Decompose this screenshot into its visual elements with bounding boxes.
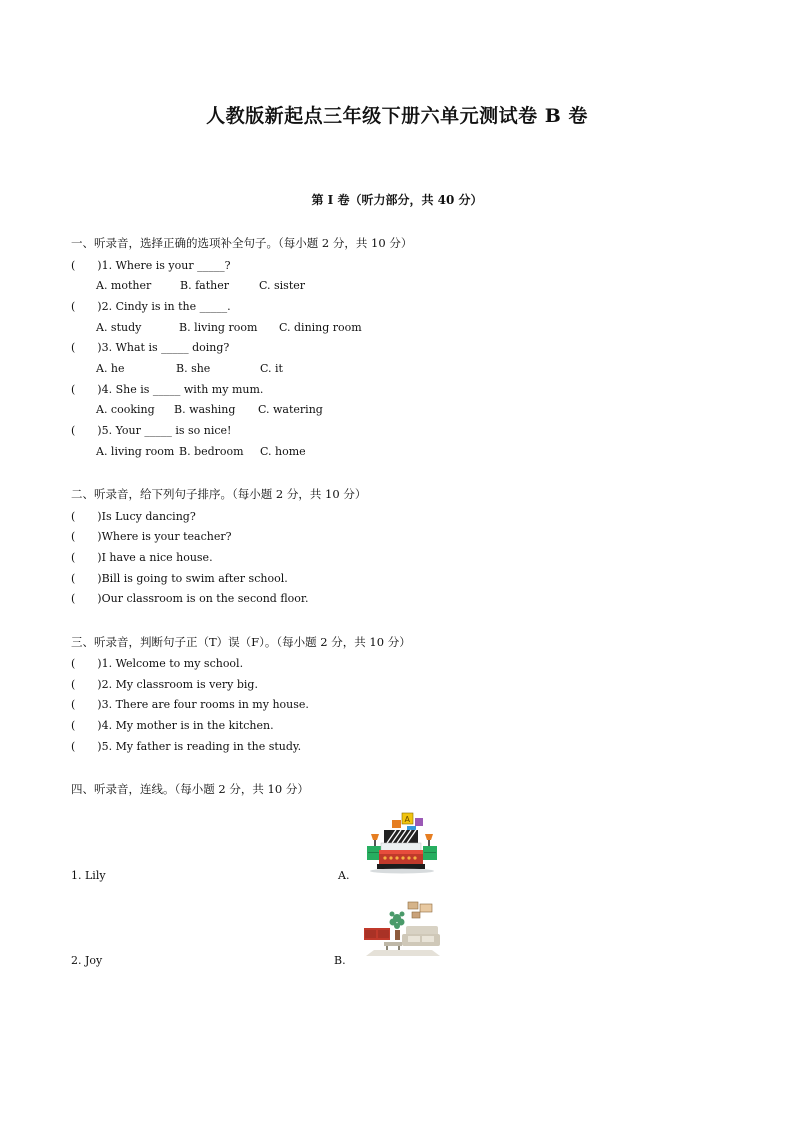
question-2 (71, 300, 231, 314)
answer-blank-close: ) (97, 259, 102, 272)
order-item-text: I have a nice house. (101, 551, 213, 564)
answer-blank-open: ( (71, 424, 76, 437)
question-1-options (96, 279, 305, 293)
option-b: B. father (180, 279, 229, 292)
option-a: A. cooking (96, 403, 155, 416)
option-b: B. bedroom (179, 445, 244, 458)
judge-item-text: 1. Welcome to my school. (101, 657, 244, 670)
order-item-text: Our classroom is on the second floor. (101, 592, 309, 605)
option-b: B. living room (179, 321, 258, 334)
section-subtitle: 第 I 卷（听力部分，共 40 分） (311, 193, 483, 207)
order-item: ( )Our classroom is on the second floor. (71, 592, 309, 605)
order-item-text: Where is your teacher? (101, 530, 232, 543)
order-item: ( )Is Lucy dancing? (71, 510, 196, 523)
judge-item: ( )1. Welcome to my school. (71, 657, 244, 670)
question-3 (71, 341, 229, 355)
question-2-options (96, 321, 362, 335)
page-title: 人教版新起点三年级下册六单元测试卷 B 卷 (206, 105, 588, 127)
question-text: 3. What is _____ doing? (101, 341, 230, 354)
question-4 (71, 383, 263, 397)
answer-blank-close: ) (97, 424, 102, 437)
judge-item-text: 5. My father is reading in the study. (101, 740, 302, 753)
answer-blank-close: ) (97, 341, 102, 354)
judge-item: ( )5. My father is reading in the study. (71, 740, 302, 753)
option-b: B. washing (174, 403, 236, 416)
answer-blank-open: ( (71, 341, 76, 354)
option-c: C. it (260, 362, 283, 375)
bedroom-picture (363, 812, 441, 874)
judge-item: ( )3. There are four rooms in my house. (71, 698, 309, 711)
question-5 (71, 424, 231, 438)
answer-blank-close: ) (97, 300, 102, 313)
answer-blank-open: ( (71, 259, 76, 272)
order-item-text: Is Lucy dancing? (101, 510, 196, 523)
question-4-options (96, 403, 323, 417)
section4-heading: 四、听录音，连线。（每小题 2 分，共 10 分） (71, 782, 309, 796)
order-item: ( )Bill is going to swim after school. (71, 572, 288, 585)
option-c: C. sister (259, 279, 306, 292)
question-text: 1. Where is your _____? (101, 259, 231, 272)
option-a: A. study (96, 321, 142, 334)
answer-blank-open: ( (71, 300, 76, 313)
judge-item-text: 3. There are four rooms in my house. (101, 698, 309, 711)
option-c: C. home (260, 445, 306, 458)
question-5-options (96, 445, 306, 459)
section1-heading: 一、听录音，选择正确的选项补全句子。（每小题 2 分，共 10 分） (71, 236, 413, 250)
svg-text:A: A (404, 815, 410, 824)
question-3-options (96, 362, 283, 376)
option-a: A. living room (96, 445, 175, 458)
judge-item-text: 4. My mother is in the kitchen. (101, 719, 274, 732)
answer-blank-open: ( (71, 383, 76, 396)
section2-heading: 二、听录音，给下列句子排序。（每小题 2 分，共 10 分） (71, 487, 367, 501)
judge-item: ( )2. My classroom is very big. (71, 678, 258, 691)
judge-item: ( )4. My mother is in the kitchen. (71, 719, 274, 732)
question-text: 4. She is _____ with my mum. (101, 383, 264, 396)
option-a: A. he (96, 362, 125, 375)
section3-heading: 三、听录音，判断句子正（T）误（F）。（每小题 2 分，共 10 分） (71, 635, 411, 649)
match-name-joy: 2. Joy (71, 954, 103, 967)
order-item: ( )Where is your teacher? (71, 530, 232, 543)
judge-item-text: 2. My classroom is very big. (101, 678, 258, 691)
match-letter-b: B. (334, 954, 346, 967)
option-a: A. mother (96, 279, 152, 292)
living-room-picture (362, 900, 442, 958)
match-letter-a: A. (338, 869, 350, 882)
option-c: C. dining room (279, 321, 362, 334)
option-b: B. she (176, 362, 211, 375)
question-1 (71, 259, 230, 273)
option-c: C. watering (258, 403, 323, 416)
question-text: 5. Your _____ is so nice! (101, 424, 232, 437)
order-item: ( )I have a nice house. (71, 551, 213, 564)
answer-blank-close: ) (97, 383, 102, 396)
match-name-lily: 1. Lily (71, 869, 106, 882)
question-text: 2. Cindy is in the _____. (101, 300, 231, 313)
order-item-text: Bill is going to swim after school. (101, 572, 288, 585)
